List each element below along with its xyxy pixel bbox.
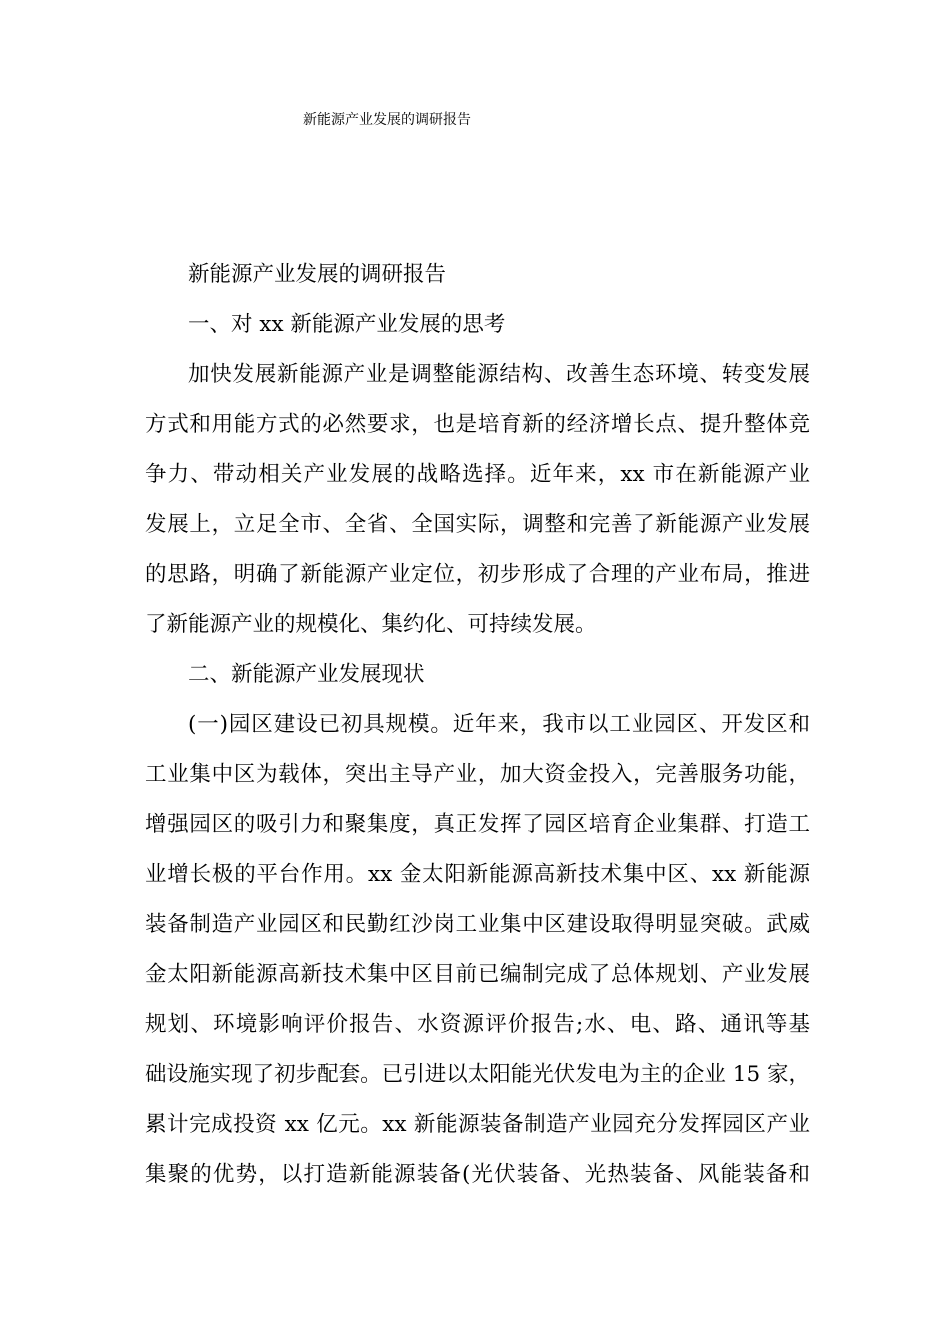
paragraph-line: 规划、环境影响评价报告、水资源评价报告;水、电、路、通讯等基 — [145, 1012, 810, 1037]
paragraph-line: 业增长极的平台作用。xx 金太阳新能源高新技术集中区、xx 新能源 — [145, 862, 810, 887]
paragraph-line: 装备制造产业园区和民勤红沙岗工业集中区建设取得明显突破。武威 — [145, 912, 810, 937]
heading-title: 新能源产业发展的调研报告 — [188, 262, 447, 287]
section-heading-1: 一、对 xx 新能源产业发展的思考 — [188, 312, 506, 337]
paragraph-line: 累计完成投资 xx 亿元。xx 新能源装备制造产业园充分发挥园区产业 — [145, 1112, 810, 1137]
paragraph-line: 金太阳新能源高新技术集中区目前已编制完成了总体规划、产业发展 — [145, 962, 810, 987]
paragraph-line: 争力、带动相关产业发展的战略选择。近年来，xx 市在新能源产业 — [145, 462, 810, 487]
paragraph-line: 增强园区的吸引力和聚集度，真正发挥了园区培育企业集群、打造工 — [145, 812, 810, 837]
paragraph-line: 方式和用能方式的必然要求，也是培育新的经济增长点、提升整体竞 — [145, 412, 810, 437]
paragraph-line: 础设施实现了初步配套。已引进以太阳能光伏发电为主的企业 15 家， — [145, 1062, 810, 1087]
running-header: 新能源产业发展的调研报告 — [303, 112, 471, 128]
paragraph-line: 集聚的优势，以打造新能源装备(光伏装备、光热装备、风能装备和 — [145, 1162, 810, 1187]
document-body — [145, 250, 810, 1200]
paragraph-line: 发展上，立足全市、全省、全国实际，调整和完善了新能源产业发展 — [145, 512, 810, 537]
paragraph-line: 工业集中区为载体，突出主导产业，加大资金投入，完善服务功能， — [145, 762, 810, 787]
section-heading-2: 二、新能源产业发展现状 — [188, 662, 425, 687]
paragraph-line: 加快发展新能源产业是调整能源结构、改善生态环境、转变发展 — [188, 362, 810, 387]
paragraph-line: (一)园区建设已初具规模。近年来，我市以工业园区、开发区和 — [188, 712, 810, 737]
paragraph-line: 了新能源产业的规模化、集约化、可持续发展。 — [145, 612, 597, 637]
paragraph-line: 的思路，明确了新能源产业定位，初步形成了合理的产业布局，推进 — [145, 562, 810, 587]
